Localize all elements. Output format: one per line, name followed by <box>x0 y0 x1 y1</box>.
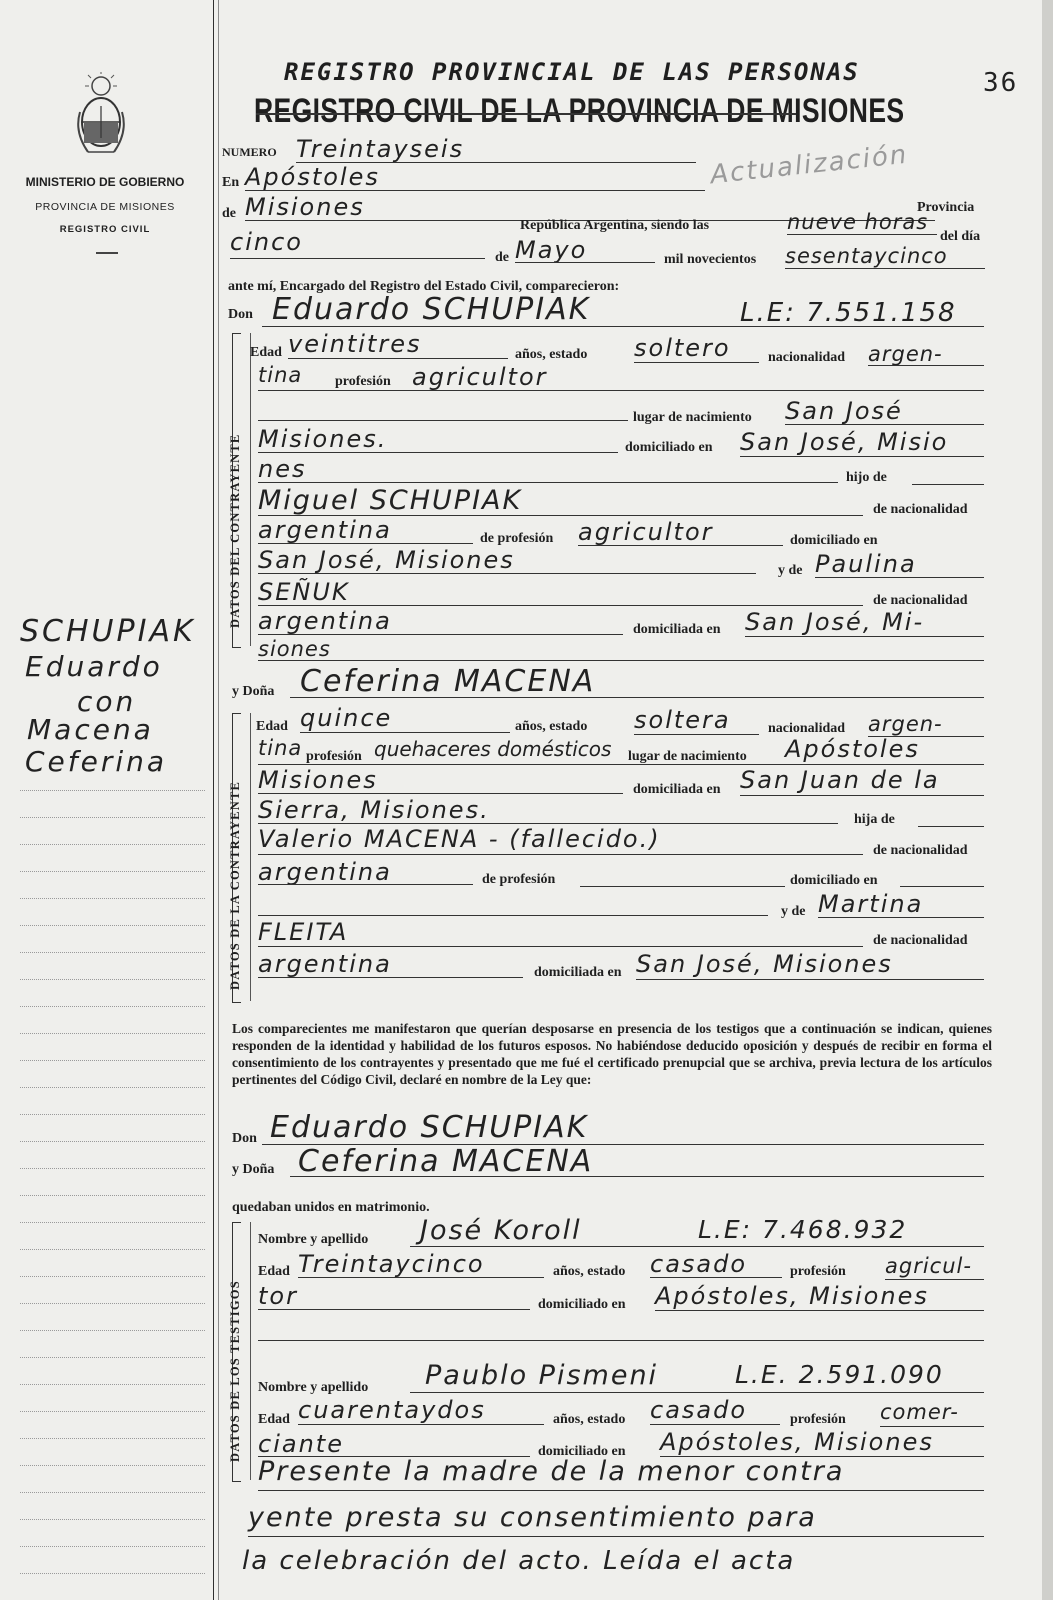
margin-ruled-line <box>20 1303 205 1304</box>
bride-lugar-2: Misiones <box>258 766 378 794</box>
margin-ruled-line <box>20 1384 205 1385</box>
label-y-dona: y Doña <box>232 684 275 699</box>
margin-ruled-line <box>20 817 205 818</box>
margin-ruled-line <box>20 1573 205 1574</box>
label-dom-m1: domiciliada en <box>633 622 721 637</box>
bride-nac-1: argen- <box>868 712 943 736</box>
label-edad-groom: Edad <box>250 345 282 360</box>
coat-of-arms-icon <box>72 72 130 158</box>
witness2-edad: cuarentaydos <box>298 1396 486 1424</box>
label-y-de-1: y de <box>778 563 803 578</box>
label-edad-w2: Edad <box>258 1412 290 1427</box>
label-y-de-2: y de <box>781 904 806 919</box>
margin-ruled-line <box>20 1276 205 1277</box>
label-quedaban: quedaban unidos en matrimonio. <box>232 1200 430 1215</box>
label-edad-w1: Edad <box>258 1264 290 1279</box>
witness1-dom: Apóstoles, Misiones <box>655 1282 929 1310</box>
page-edge <box>1042 0 1053 1600</box>
groom-father-dom: San José, Misiones <box>258 546 515 574</box>
margin-ruled-line <box>20 925 205 926</box>
groom-dom-3: nes <box>258 455 307 483</box>
label-nombre-w2: Nombre y apellido <box>258 1380 369 1395</box>
margin-note-given: Eduardo <box>25 650 163 683</box>
bride-section-label: DATOS DE LA CONTRAYENTE <box>228 780 242 990</box>
margin-ruled-line <box>20 790 205 791</box>
bride-lugar: Apóstoles <box>785 735 920 763</box>
label-provincia: Provincia <box>917 200 975 215</box>
bride-father-nac: argentina <box>258 858 392 886</box>
groom-profesion: agricultor <box>412 363 548 391</box>
margin-ruled-line <box>20 1033 205 1034</box>
value-hora: nueve horas <box>787 210 929 234</box>
groom-edad: veintitres <box>288 330 422 358</box>
label-de-nac-f2: de nacionalidad <box>873 843 968 858</box>
stamp-signature: Actualización <box>708 139 910 191</box>
bride-name: Ceferina MACENA <box>300 664 596 699</box>
value-anio: sesentaycinco <box>785 244 948 268</box>
margin-rule <box>213 0 214 1600</box>
margin-ruled-line <box>20 979 205 980</box>
label-numero: NUMERO <box>222 145 277 159</box>
page-number: 36 <box>983 68 1019 98</box>
bride-nac-2: tina <box>258 736 303 760</box>
bride-mother-1: Martina <box>818 890 924 918</box>
margin-ruled-line <box>20 1222 205 1223</box>
label-dom-m2: domiciliada en <box>534 965 622 980</box>
groom-mother-dom-2: siones <box>258 637 331 661</box>
label-lugar-bride: lugar de nacimiento <box>628 749 747 764</box>
bride-dom-2: Sierra, Misiones. <box>258 796 490 824</box>
groom-dom-2: San José, Misio <box>740 428 949 456</box>
groom-nac-2: tina <box>258 363 303 387</box>
label-estado-bride: años, estado <box>515 719 588 734</box>
margin-ruled-line <box>20 1060 205 1061</box>
witness1-prof-1: agricul- <box>885 1254 972 1278</box>
margin-ruled-line <box>20 1195 205 1196</box>
bride-profesion: quehaceres domésticos <box>374 737 612 761</box>
divider <box>96 252 118 254</box>
margin-ruled-line <box>20 1465 205 1466</box>
bride-mother-2: FLEITA <box>258 918 349 946</box>
margin-ruled-line <box>20 871 205 872</box>
margin-ruled-line <box>20 1438 205 1439</box>
margin-note-surname: SCHUPIAK <box>20 614 196 649</box>
witness-section-label: DATOS DE LOS TESTIGOS <box>228 1280 242 1462</box>
groom-estado: soltero <box>634 334 731 362</box>
groom-mother-dom-1: San José, Mi- <box>745 608 925 636</box>
witness2-prof-1: comer- <box>880 1400 959 1424</box>
margin-note-con: con <box>77 685 137 718</box>
groom-nac-1: argen- <box>868 342 943 366</box>
label-de: de <box>222 206 236 221</box>
groom-le: L.E: 7.551.158 <box>740 298 957 328</box>
groom-dom-1: Misiones. <box>258 425 388 453</box>
value-dia: cinco <box>230 228 303 256</box>
label-dona-decl: y Doña <box>232 1162 275 1177</box>
label-prof-groom: profesión <box>335 374 391 389</box>
label-estado-w1: años, estado <box>553 1264 626 1279</box>
margin-ruled-line <box>20 952 205 953</box>
label-del-dia: del día <box>940 229 981 244</box>
ministry-province: PROVINCIA DE MISIONES <box>35 201 175 213</box>
bride-edad: quince <box>300 704 393 732</box>
label-dom-f2: domiciliado en <box>790 873 878 888</box>
label-dom-w2: domiciliado en <box>538 1444 626 1459</box>
header-title-1: REGISTRO PROVINCIAL DE LAS PERSONAS <box>284 58 860 86</box>
margin-ruled-line <box>20 1411 205 1412</box>
groom-mother-2: SEÑUK <box>258 578 350 606</box>
declaration-paragraph: Los comparecientes me manifestaron que querían desposarse en presencia de los testigos que a continuación se indican, quienes responden de la identidad y habilidad de los futuros esposos. No habiéndose deducido oposición y después de recibir en forma el consentimiento de los contrayentes y presentado que me fué el certificado prenupcial que se archiva, previa lectura de los artículos pertinentes del Código Civil, declaré en nombre de la Ley que: <box>232 1021 992 1087</box>
margin-note-surname2: Macena <box>27 713 154 746</box>
witness1-estado: casado <box>650 1250 748 1278</box>
header-title-2: REGISTRO CIVIL DE LA PROVINCIA DE MISIONES <box>254 92 905 130</box>
label-don-decl: Don <box>232 1131 257 1146</box>
label-estado-groom: años, estado <box>515 347 588 362</box>
witness1-prof-2: tor <box>258 1282 298 1310</box>
value-mes: Mayo <box>515 236 588 264</box>
label-dom-groom: domiciliado en <box>625 440 713 455</box>
bride-estado: soltera <box>634 706 731 734</box>
label-hijo-de: hijo de <box>846 470 887 485</box>
margin-ruled-line <box>20 1249 205 1250</box>
margin-ruled-line <box>20 1141 205 1142</box>
label-ante-mi: ante mí, Encargado del Registro del Estado Civil, comparecieron: <box>228 279 620 294</box>
label-estado-w2: años, estado <box>553 1412 626 1427</box>
label-nac-bride: nacionalidad <box>768 721 846 736</box>
margin-ruled-line <box>20 1357 205 1358</box>
label-dom-f1: domiciliado en <box>790 533 878 548</box>
decl-don: Eduardo SCHUPIAK <box>270 1110 589 1145</box>
margin-ruled-line <box>20 1519 205 1520</box>
witness2-dom: Apóstoles, Misiones <box>660 1428 934 1456</box>
ministry-name: MINISTERIO DE GOBIERNO <box>25 175 185 189</box>
label-prof-w2: profesión <box>790 1412 846 1427</box>
ministry-office: REGISTRO CIVIL <box>59 224 151 235</box>
margin-note-given2: Ceferina <box>25 745 168 778</box>
groom-mother-nac: argentina <box>258 607 392 635</box>
label-nac-groom: nacionalidad <box>768 350 846 365</box>
groom-lugar: San José <box>785 397 903 425</box>
margin-ruled-line <box>20 844 205 845</box>
label-de-prof-f2: de profesión <box>482 872 556 887</box>
groom-father-nac: argentina <box>258 516 392 544</box>
witness2-estado: casado <box>650 1396 748 1424</box>
groom-mother-1: Paulina <box>815 550 917 578</box>
witness2-prof-2: ciante <box>258 1430 344 1458</box>
decl-dona: Ceferina MACENA <box>298 1144 594 1179</box>
witness1-name: José Koroll <box>420 1215 582 1246</box>
groom-section-label: DATOS DEL CONTRAYENTE <box>228 433 242 628</box>
margin-ruled-line <box>20 1006 205 1007</box>
witness1-edad: Treintaycinco <box>298 1250 485 1278</box>
label-edad-bride: Edad <box>256 719 288 734</box>
margin-ruled-line <box>20 1087 205 1088</box>
bride-dom-1: San Juan de la <box>740 766 940 794</box>
groom-father: Miguel SCHUPIAK <box>258 485 523 516</box>
value-de: Misiones <box>245 193 365 221</box>
witness2-name: Paublo Pismeni <box>425 1360 659 1391</box>
label-lugar-groom: lugar de nacimiento <box>633 410 752 425</box>
label-dom-bride: domiciliada en <box>633 782 721 797</box>
note-line-1: Presente la madre de la menor contra <box>258 1456 845 1487</box>
label-don: Don <box>228 307 253 322</box>
label-en: En <box>222 175 240 190</box>
margin-rule-inner <box>218 0 219 1600</box>
margin-ruled-line <box>20 1546 205 1547</box>
margin-ruled-line <box>20 1330 205 1331</box>
margin-ruled-line <box>20 1492 205 1493</box>
label-nombre-w1: Nombre y apellido <box>258 1232 369 1247</box>
groom-name: Eduardo SCHUPIAK <box>272 292 591 327</box>
label-republica: República Argentina, siendo las <box>520 218 710 233</box>
witness2-le: L.E. 2.591.090 <box>735 1360 944 1389</box>
header-strike <box>256 113 796 115</box>
groom-father-prof: agricultor <box>578 518 714 546</box>
margin-ruled-line <box>20 1168 205 1169</box>
note-line-3: la celebración del acto. Leída el acta <box>242 1546 796 1576</box>
margin-ruled-line <box>20 898 205 899</box>
label-de-mes: de <box>495 250 509 265</box>
note-line-2: yente presta su consentimiento para <box>248 1502 817 1533</box>
margin-ruled-line <box>20 1114 205 1115</box>
label-mil-novecientos: mil novecientos <box>664 252 757 267</box>
label-prof-bride: profesión <box>306 749 362 764</box>
label-hija-de: hija de <box>854 812 895 827</box>
bride-mother-dom: San José, Misiones <box>636 950 893 978</box>
label-de-nac-m1: de nacionalidad <box>873 593 968 608</box>
bride-mother-nac: argentina <box>258 950 392 978</box>
witness1-le: L.E: 7.468.932 <box>698 1215 908 1244</box>
label-de-nac-m2: de nacionalidad <box>873 933 968 948</box>
label-prof-w1: profesión <box>790 1264 846 1279</box>
value-numero: Treintayseis <box>296 135 465 163</box>
bride-father: Valerio MACENA - (fallecido.) <box>258 825 661 853</box>
label-dom-w1: domiciliado en <box>538 1297 626 1312</box>
value-en: Apóstoles <box>245 163 380 191</box>
label-de-nac-f1: de nacionalidad <box>873 502 968 517</box>
label-de-prof-f1: de profesión <box>480 531 554 546</box>
